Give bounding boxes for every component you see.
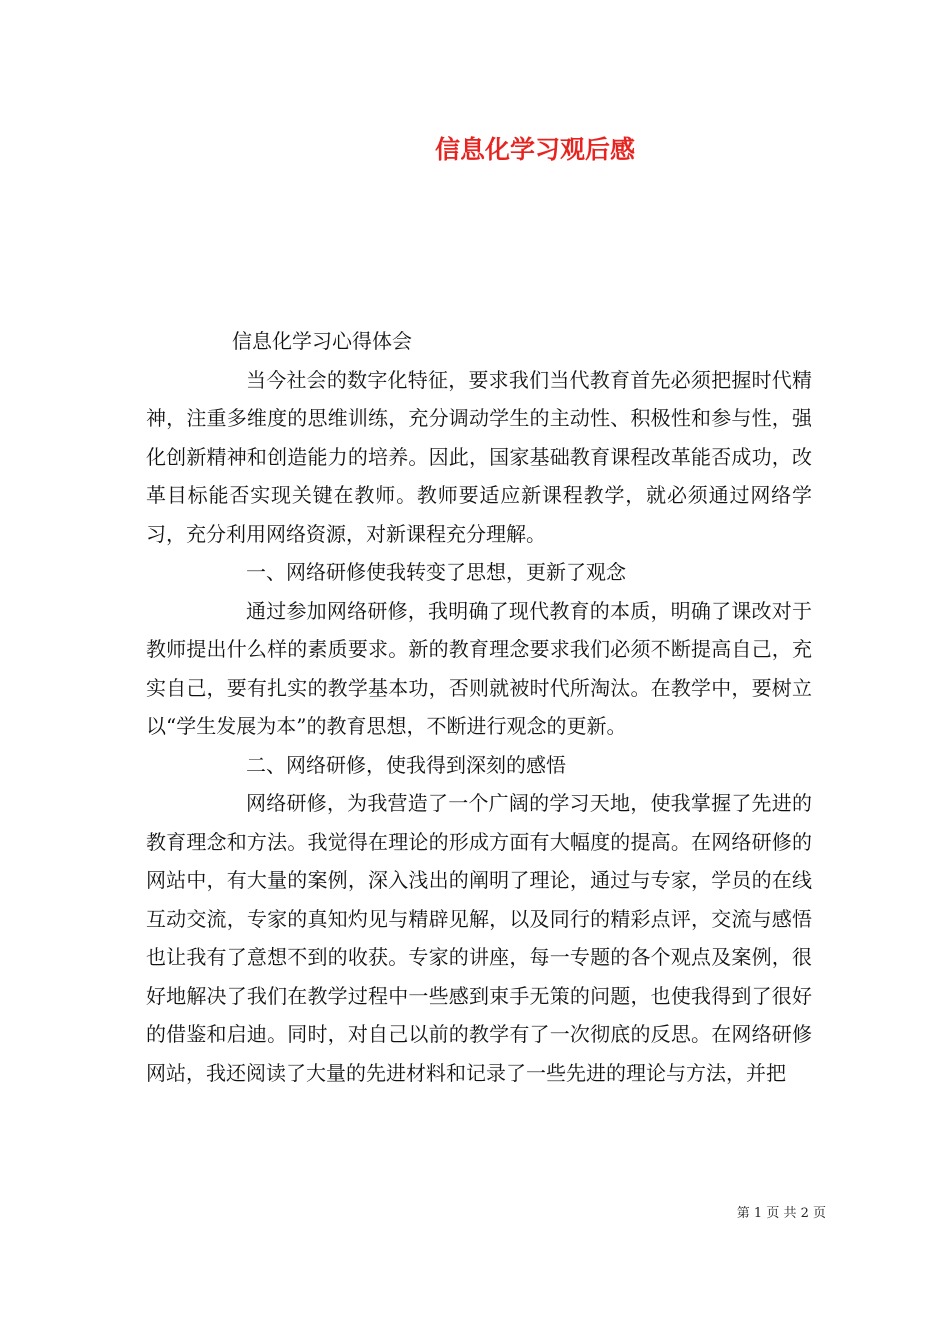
paragraph-section-2: 网络研修，为我营造了一个广阔的学习天地，使我掌握了先进的教育理念和方法。我觉得在理论的形成方面有大幅度的提高。在网络研修的网站中，有大量的案例，深入浅出的阐明了理论，通过与专家，学员的在线互动交流，专家的真知灼见与精辟见解，以及同行的精彩点评，交流与感悟也让我有了意想不到的收获。专家的讲座，每一专题的各个观点及案例，很好地解决了我们在教学过程中一些感到束手无策的问题，也使我得到了很好的借鉴和启迪。同时，对自己以前的教学有了一次彻底的反思。在网络研修网站，我还阅读了大量的先进材料和记录了一些先进的理论与方法，并把 — [146, 791, 812, 1085]
paragraph-section-1: 通过参加网络研修，我明确了现代教育的本质，明确了课改对于教师提出什么样的素质要求。新的教育理念要求我们必须不断提高自己，充实自己，要有扎实的教学基本功，否则就被时代所淘汰。在教学中，要树立以“学生发展为本”的教育思想，不断进行观念的更新。 — [146, 598, 812, 738]
section-heading-2: 二、网络研修，使我得到深刻的感悟 — [246, 752, 566, 777]
page-number-footer: 第 1 页 共 2 页 — [736, 1206, 826, 1221]
paragraph-intro: 当今社会的数字化特征，要求我们当代教育首先必须把握时代精神，注重多维度的思维训练，充分调动学生的主动性、积极性和参与性，强化创新精神和创造能力的培养。因此，国家基础教育课程改革能否成功，改革目标能否实现关键在教师。教师要适应新课程教学，就必须通过网络学习，充分利用网络资源，对新课程充分理解。 — [146, 367, 812, 546]
document-title: 信息化学习观后感 — [434, 135, 635, 164]
document-body — [146, 322, 812, 1092]
section-heading-1: 一、网络研修使我转变了思想，更新了观念 — [246, 560, 626, 584]
document-subtitle: 信息化学习心得体会 — [232, 329, 412, 353]
